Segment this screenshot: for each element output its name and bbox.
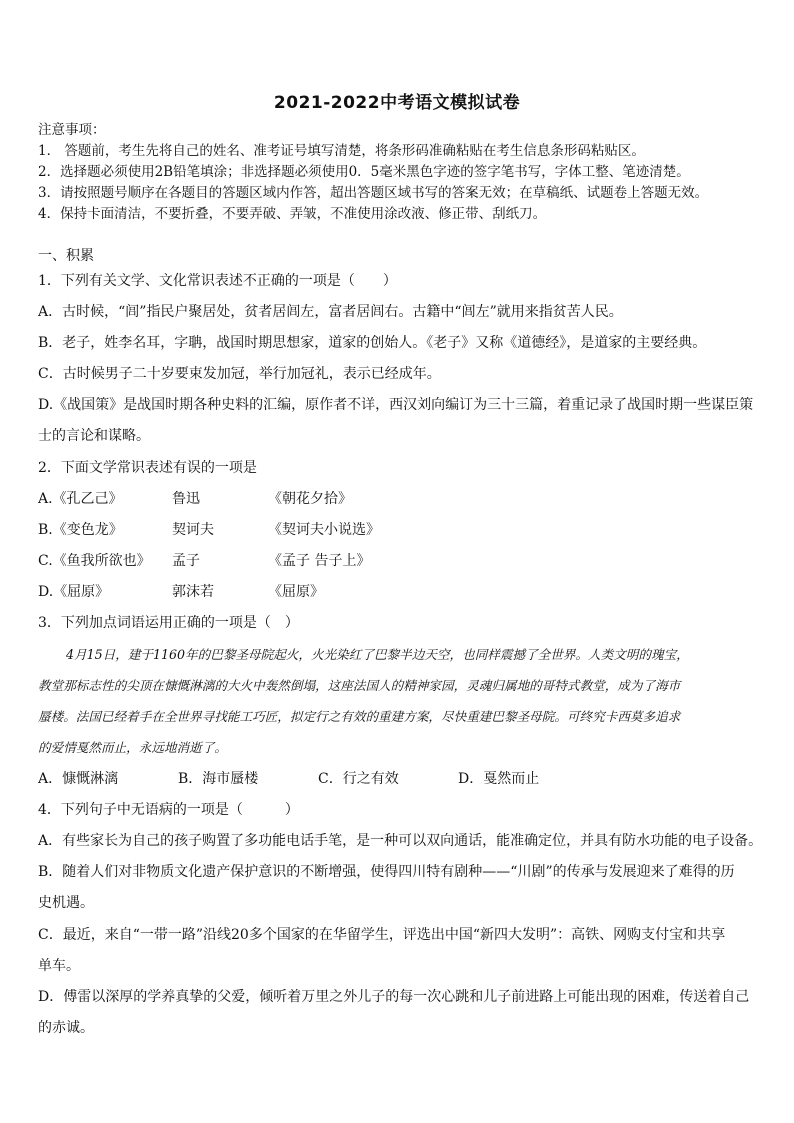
notice-item-1: 1． 答题前，考生先将自己的姓名、准考证号填写清楚，将条形码准确粘贴在考生信息条形码粘贴区。 xyxy=(38,143,645,159)
q2-row-a-author: 鲁迅 xyxy=(172,491,200,507)
q1-stem: 1．下列有关文学、文化常识表述不正确的一项是（ ） xyxy=(38,273,397,289)
q2-row-a xyxy=(38,489,762,509)
q2-row-a-source: 《朝花夕拾》 xyxy=(268,491,352,507)
q3-passage-line3: 蜃楼。法国已经着手在全世界寻找能工巧匠，拟定行之有效的重建方案，尽快重建巴黎圣母院。可终究卡西莫多追求 xyxy=(38,709,681,724)
q4-option-b-line1: B．随着人们对非物质文化遗产保护意识的不断增强，使得四川特有剧种——“川剧”的传承与发展迎来了难得的历 xyxy=(38,864,735,880)
q2-row-b-work: B.《变色龙》 xyxy=(38,522,123,538)
q2-row-d-author: 郭沫若 xyxy=(172,584,214,600)
notice-item-2: 2．选择题必须使用2B铅笔填涂；非选择题必须使用0．5毫米黑色字迹的签字笔书写，字体工整、笔迹清楚。 xyxy=(38,164,690,180)
q3-option-d: D．戛然而止 xyxy=(458,771,540,787)
q4-option-d-line2: 的赤诚。 xyxy=(38,1020,94,1036)
q2-row-d-work: D.《屈原》 xyxy=(38,584,110,600)
q4-option-c-line2: 单车。 xyxy=(38,958,80,974)
q4-stem: 4．下列句子中无语病的一项是（ ） xyxy=(38,802,299,818)
q2-stem: 2．下面文学常识表述有误的一项是 xyxy=(38,460,257,476)
q4-option-a: A．有些家长为自己的孩子购置了多功能电话手笔，是一种可以双向通话，能准确定位，并具有防水功能的电子设备。 xyxy=(38,833,762,849)
q2-row-c-source: 《孟子 告子上》 xyxy=(268,553,371,569)
q1-option-c: C．古时候男子二十岁要束发加冠，举行加冠礼，表示已经成年。 xyxy=(38,366,441,382)
q3-option-b: B．海市蜃楼 xyxy=(178,771,259,787)
q1-option-a: A．古时候，“闾”指民户聚居处，贫者居闾左，富者居闾右。古籍中“闾左”就用来指贫苦人民。 xyxy=(38,304,623,320)
q2-row-d-source: 《屈原》 xyxy=(268,584,324,600)
q2-row-c-author: 孟子 xyxy=(172,553,200,569)
q2-row-c-work: C.《鱼我所欲也》 xyxy=(38,553,151,569)
q2-row-a-work: A.《孔乙己》 xyxy=(38,491,123,507)
notice-item-3: 3．请按照题号顺序在各题目的答题区域内作答，超出答题区域书写的答案无效；在草稿纸、试题卷上答题无效。 xyxy=(38,185,709,201)
q1-option-d-line2: 士的言论和谋略。 xyxy=(38,428,150,444)
q1-option-b: B．老子，姓李名耳，字聃，战国时期思想家，道家的创始人。《老子》又称《道德经》，是道家的主要经典。 xyxy=(38,335,707,351)
q3-passage-line1: 4月15日，建于1160年的巴黎圣母院起火，火光染红了巴黎半边天空，也同样震撼了全世界。人类文明的瑰宝， xyxy=(66,647,689,662)
q3-options xyxy=(38,769,762,789)
q1-option-d-line1: D.《战国策》是战国时期各种史料的汇编，原作者不详，西汉刘向编订为三十三篇，着重记录了战国时期一些谋臣策 xyxy=(38,397,754,413)
q2-row-b xyxy=(38,520,762,540)
q2-row-c xyxy=(38,551,762,571)
q4-option-b-line2: 史机遇。 xyxy=(38,895,94,911)
q2-row-d xyxy=(38,582,762,602)
q4-option-c-line1: C．最近，来自“一带一路”沿线20多个国家的在华留学生，评选出中国“新四大发明”：高铁、网购支付宝和共享 xyxy=(38,927,726,943)
q4-option-d-line1: D．傅雷以深厚的学养真挚的父爱，倾听着万里之外儿子的每一次心跳和儿子前进路上可能出现的困难，传送着自己 xyxy=(38,989,750,1005)
q3-option-a: A．慷慨淋漓 xyxy=(38,771,119,787)
q2-row-b-author: 契诃夫 xyxy=(172,522,214,538)
q3-stem: 3．下列加点词语运用正确的一项是（ ） xyxy=(38,615,299,631)
q3-passage-line2: 教堂那标志性的尖顶在慷慨淋漓的大火中轰然倒塌，这座法国人的精神家园，灵魂归属地的哥特式教堂，成为了海市 xyxy=(38,678,681,693)
notice-item-4: 4．保持卡面清洁，不要折叠，不要弄破、弄皱，不准使用涂改液、修正带、刮纸刀。 xyxy=(38,206,547,222)
exam-title: 2021-2022中考语文模拟试卷 xyxy=(273,93,521,113)
q3-passage-line4: 的爱情戛然而止，永远地消逝了。 xyxy=(38,740,227,755)
notice-heading: 注意事项： xyxy=(38,122,106,138)
section-heading: 一、积累 xyxy=(38,248,94,264)
q2-row-b-source: 《契诃夫小说选》 xyxy=(268,522,380,538)
q3-option-c: C．行之有效 xyxy=(318,771,399,787)
